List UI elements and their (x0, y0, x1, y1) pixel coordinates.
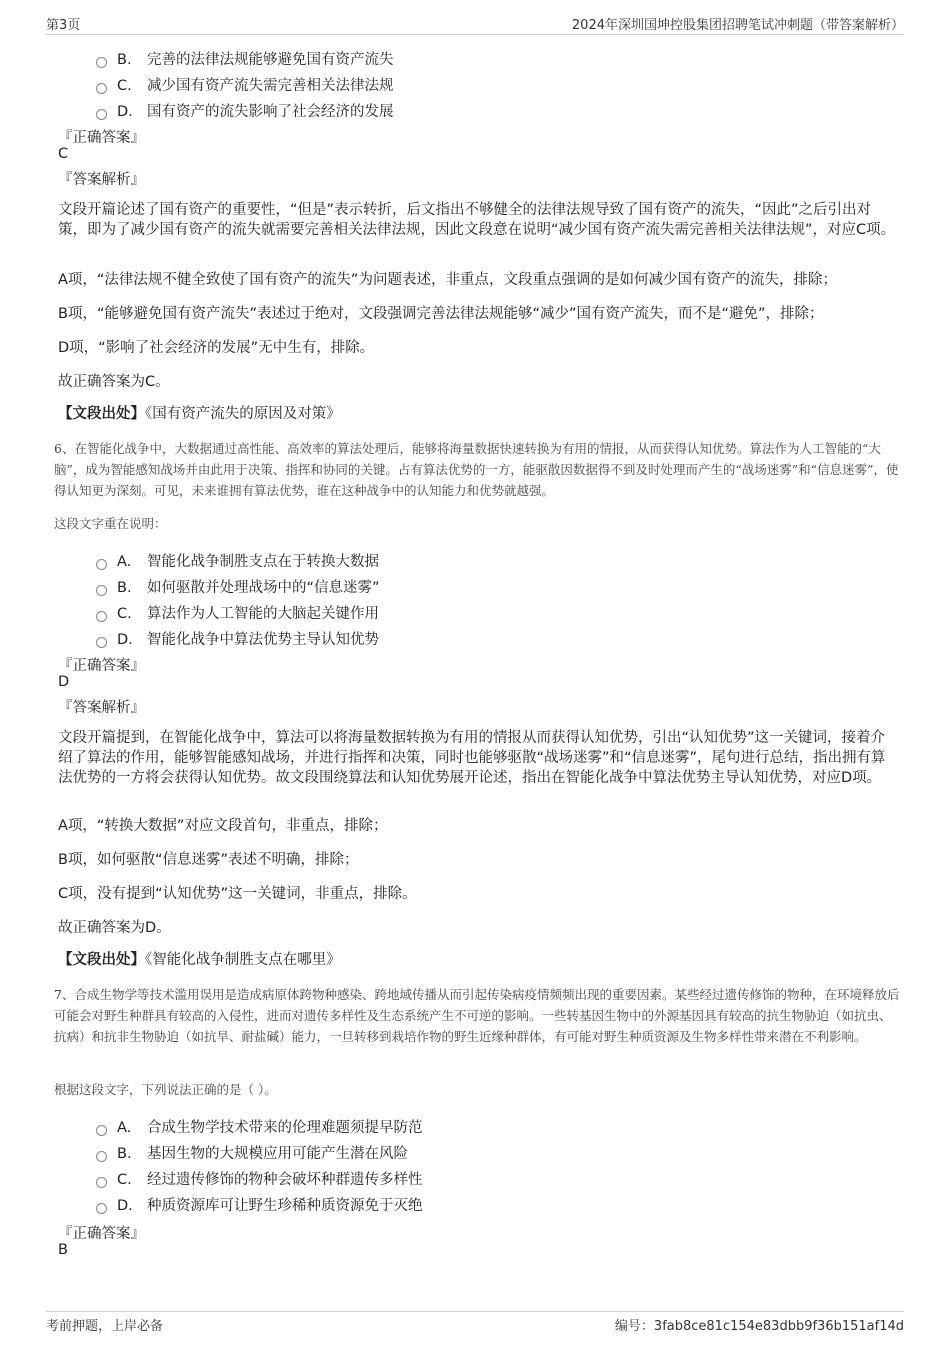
page-number: 第3页 (46, 18, 81, 33)
source-label: 【文段出处】 (58, 406, 145, 422)
source-title: 《国有资产流失的原因及对策》 (145, 406, 341, 422)
q6-analysis-paragraph: 文段开篇提到，在智能化战争中，算法可以将海量数据转换为有用的情报从而获得认知优势，引出“认知优势”这一关键词，接着介绍了算法的作用，能够智能感知战场，并进行指挥和决策，同时也能够驱散“战场迷雾”和“信息迷雾”，尾句进行总结，指出拥有算法优势的一方将会获得认知优势。故文段围绕算法和认知优势展开论述，指出在智能化战争中算法优势主导认知优势，对应D项。 (58, 730, 886, 786)
q7-option-b[interactable]: B. 基因生物的大规模应用可能产生潜在风险 (96, 1142, 408, 1163)
radio-icon[interactable] (96, 1177, 107, 1188)
page-header (46, 14, 904, 35)
q5-analysis-paragraph: 文段开篇论述了国有资产的重要性，“但是”表示转折，后文指出不够健全的法律法规导致了国有资产的流失，“因此”之后引出对策，即为了减少国有资产的流失就需要完善相关法律法规，因此文段意在说明“减少国有资产流失需完善相关法律法规”，对应C项。 (58, 202, 896, 238)
q5-analysis-b: B项，“能够避免国有资产流失”表述过于绝对，文段强调完善法律法规能够“减少”国有资产流失，而不是“避免”，排除； (58, 306, 824, 322)
q5-option-d[interactable]: D. 国有资产的流失影响了社会经济的发展 (96, 100, 394, 121)
q7-option-a[interactable]: A. 合成生物学技术带来的伦理难题须提早防范 (96, 1116, 423, 1137)
page-footer (46, 1311, 904, 1336)
radio-icon[interactable] (96, 109, 107, 120)
q5-option-b[interactable]: B. 完善的法律法规能够避免国有资产流失 (96, 48, 394, 69)
q5-source (58, 404, 896, 424)
q7-option-c[interactable]: C. 经过遗传修饰的物种会破坏种群遗传多样性 (96, 1168, 423, 1189)
q7-answer: B (58, 1242, 68, 1258)
q5-analysis-d: D项，“影响了社会经济的发展”无中生有，排除。 (58, 340, 375, 356)
q6-source (58, 950, 896, 970)
radio-icon[interactable] (96, 1151, 107, 1162)
q7-question-text: 7、合成生物学等技术滥用误用是造成病原体跨物种感染、跨地域传播从而引起传染病疫情频频出现的重要因素。某些经过遗传修饰的物种，在环境释放后可能会对野生种群具有较高的入侵性，进而对遗传多样性及生态系统产生不可逆的影响。一些转基因生物中的外源基因具有较高的抗生物胁迫（如抗虫、抗病）和抗非生物胁迫（如抗旱、耐盐碱）能力，一旦转移到栽培作物的野生近缘种群体，有可能对野生种质资源及生物多样性带来潜在不利影响。 (54, 987, 900, 1044)
radio-icon[interactable] (96, 611, 107, 622)
q5-analysis-a: A项，“法律法规不健全致使了国有资产的流失”为问题表述，非重点，文段重点强调的是如何减少国有资产的流失，排除； (58, 272, 837, 288)
q5-conclusion: 故正确答案为C。 (58, 374, 170, 390)
radio-icon[interactable] (96, 585, 107, 596)
q6-option-b[interactable]: B. 如何驱散并处理战场中的“信息迷雾” (96, 576, 380, 597)
q7-answer-label: 『正确答案』 (58, 1226, 145, 1242)
q5-answer-label: 『正确答案』 (58, 130, 145, 146)
q6-option-d[interactable]: D. 智能化战争中算法优势主导认知优势 (96, 628, 379, 649)
radio-icon[interactable] (96, 1125, 107, 1136)
q6-answer: D (58, 674, 70, 690)
q5-option-c[interactable]: C. 减少国有资产流失需完善相关法律法规 (96, 74, 394, 95)
q6-conclusion: 故正确答案为D。 (58, 920, 171, 936)
q6-analysis-c: C项，没有提到“认知优势”这一关键词，非重点，排除。 (58, 886, 417, 902)
q6-question-text: 6、在智能化战争中，大数据通过高性能、高效率的算法处理后，能够将海量数据快速转换为有用的情报，从而获得认知优势。算法作为人工智能的“大脑”，成为智能感知战场并由此用于决策、指挥和协同的关键。占有算法优势的一方，能驱散因数据得不到及时处理而产生的“战场迷雾”和“信息迷雾”，使得认知更为深刻。可见，未来谁拥有算法优势，谁在这种战争中的认知能力和优势就越强。 (54, 441, 899, 498)
code-label: 编号： (614, 1319, 654, 1334)
q6-analysis-a: A项，“转换大数据”对应文段首句，非重点，排除； (58, 818, 388, 834)
source-label: 【文段出处】 (58, 952, 145, 968)
footer-code (615, 1315, 904, 1334)
q6-option-c[interactable]: C. 算法作为人工智能的大脑起关键作用 (96, 602, 379, 623)
q6-analysis-label: 『答案解析』 (58, 700, 145, 716)
q6-option-a[interactable]: A. 智能化战争制胜支点在于转换大数据 (96, 550, 379, 571)
q7-option-d[interactable]: D. 种质资源库可让野生珍稀种质资源免于灭绝 (96, 1194, 423, 1215)
q7-prompt: 根据这段文字，下列说法正确的是（ ）。 (54, 1082, 277, 1097)
radio-icon[interactable] (96, 559, 107, 570)
radio-icon[interactable] (96, 1203, 107, 1214)
code-value: 3fab8ce81c154e83dbb9f36b151af14d (653, 1319, 904, 1334)
radio-icon[interactable] (96, 83, 107, 94)
radio-icon[interactable] (96, 57, 107, 68)
source-title: 《智能化战争制胜支点在哪里》 (145, 952, 341, 968)
q6-answer-label: 『正确答案』 (58, 658, 145, 674)
document-title: 2024年深圳国坤控股集团招聘笔试冲刺题（带答案解析） (571, 18, 904, 33)
q6-prompt: 这段文字重在说明： (54, 516, 167, 531)
radio-icon[interactable] (96, 637, 107, 648)
q6-analysis-b: B项，如何驱散“信息迷雾”表述不明确，排除； (58, 852, 359, 868)
q5-answer: C (58, 146, 69, 162)
footer-slogan: 考前押题，上岸必备 (46, 1319, 164, 1334)
q5-analysis-label: 『答案解析』 (58, 172, 145, 188)
